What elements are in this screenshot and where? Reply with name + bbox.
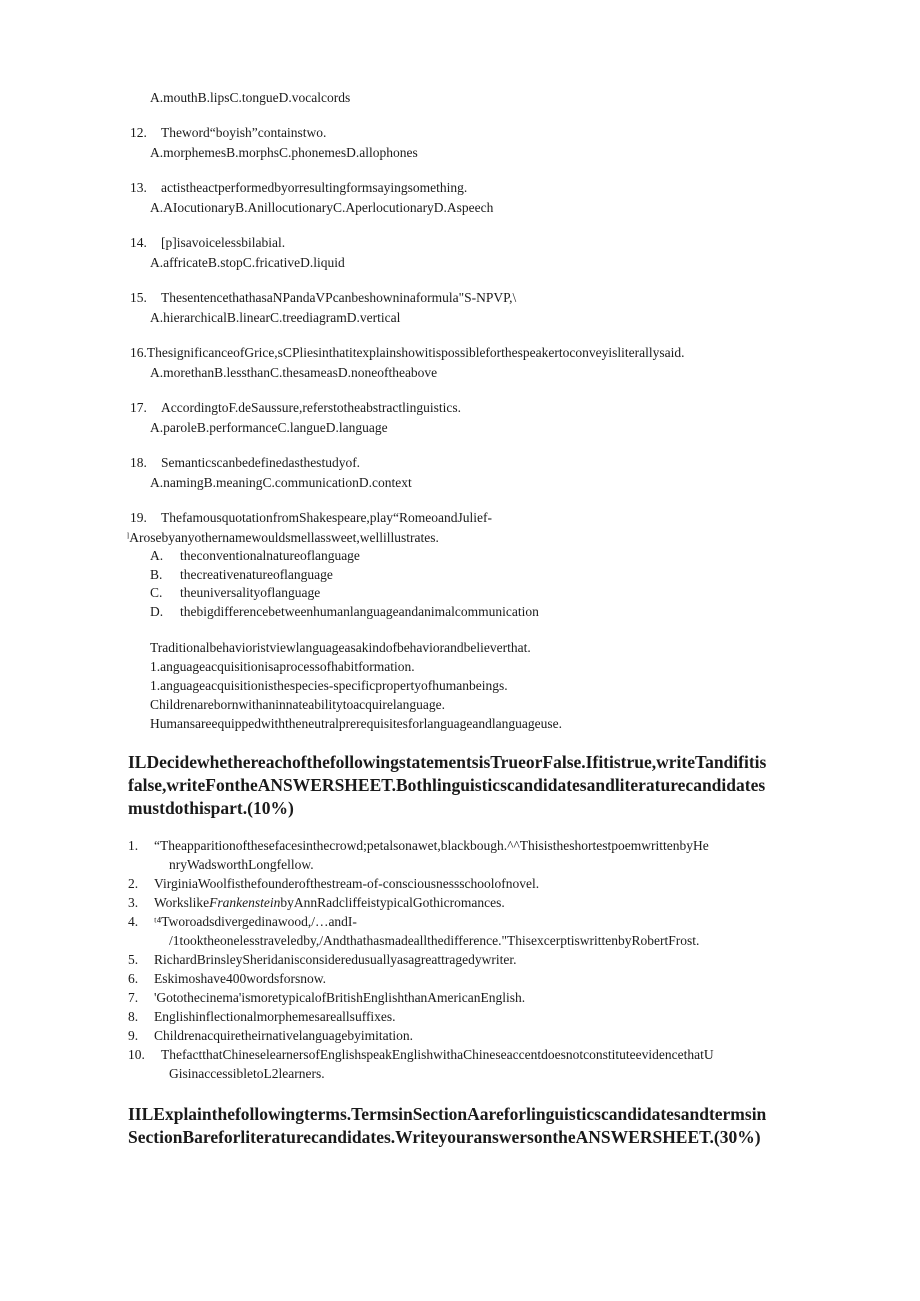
q19-option-letter: B. [150, 567, 163, 582]
part3-heading-line: SectionBareforliteraturecandidates.WriteyouranswersontheANSWERSHEET.(30%) [128, 1127, 761, 1147]
q19-option-text: theuniversalityoflanguage [180, 585, 321, 600]
q12-text: Theword“boyish”containstwo. [161, 125, 327, 140]
tf-item-text: ThefactthatChineselearnersofEnglishspeakEnglishwithaChineseaccentdoesnotconstituteevidencethatU [161, 1047, 714, 1062]
q17-options: A.paroleB.performanceC.langueD.language [150, 420, 388, 435]
part2-heading-line: ILDecidewhethereachofthefollowingstatementsisTrueorFalse.Ifitistrue,writeTandifitis [128, 752, 767, 772]
tf-item-text: “Theapparitionofthesefacesinthecrowd;petalsonawet,blackbough.^^ThisistheshortestpoemwrittenbyHe [154, 838, 709, 853]
q20-line: Humansareequippedwiththeneutralprerequisitesforlanguageandlanguageuse. [150, 716, 562, 731]
q13-options: A.AIocutionaryB.AnillocutionaryC.AperlocutionaryD.Aspeech [150, 200, 494, 215]
part3-heading-line: IILExplainthefollowingterms.TermsinSectionAareforlinguisticscandidatesandtermsin [128, 1104, 767, 1124]
q19-number: 19. [130, 510, 147, 525]
q17-text: AccordingtoF.deSaussure,referstotheabstractlinguistics. [161, 400, 461, 415]
q19-text-line1: ThefamousquotationfromShakespeare,play“RomeoandJulief- [161, 510, 493, 525]
tf-item-number: 10. [128, 1047, 145, 1062]
q15-text: ThesentencethathasaNPandaVPcanbeshowninaformula"S-NPVP,\ [161, 290, 517, 305]
tf-item-continuation: nryWadsworthLongfellow. [169, 857, 314, 872]
q19-option-text: theconventionalnatureoflanguage [180, 548, 360, 563]
q14-text: [p]isavoicelessbilabial. [161, 235, 286, 250]
q13-text: actistheactperformedbyorresultingformsayingsomething. [161, 180, 468, 195]
q13-number: 13. [130, 180, 147, 195]
tf-item-number: 8. [128, 1009, 139, 1024]
tf-item-text-pre: Workslike [154, 895, 210, 910]
q20-line: Traditionalbehavioristviewlanguageasakindofbehaviorandbelieverthat. [150, 640, 531, 655]
tf-item-number: 1. [128, 838, 139, 853]
q19-option-letter: D. [150, 604, 164, 619]
tf-item-text: ᵗ⁴Tworoadsdivergedinawood,/…andI- [154, 914, 357, 929]
tf-item-number: 2. [128, 876, 139, 891]
part2-heading-line: false,writeFontheANSWERSHEET.Bothlinguisticscandidatesandliteraturecandidates [128, 775, 766, 795]
q20-line: 1.anguageacquisitionisaprocessofhabitformation. [150, 659, 415, 674]
q20-line: Childrenarebornwithaninnateabilitytoacquirelanguage. [150, 697, 446, 712]
q15-options: A.hierarchicalB.linearC.treediagramD.vertical [150, 310, 401, 325]
tf-item-continuation: GisinaccessibletoL2learners. [169, 1066, 325, 1081]
tf-item-text-post: byAnnRadcliffeistypicalGothicromances. [280, 895, 505, 910]
tf-item-text [154, 894, 505, 912]
book-title: Frankenstein [209, 895, 281, 910]
tf-item-text: VirginiaWoolfisthefounderofthestream-of-consciousnessschoolofnovel. [154, 876, 540, 891]
q19-option-letter: A. [150, 548, 164, 563]
q17-number: 17. [130, 400, 147, 415]
part2-heading-line: mustdothispart.(10%) [128, 798, 294, 818]
q12-options: A.morphemesB.morphsC.phonemesD.allophones [150, 145, 418, 160]
tf-item-number: 7. [128, 990, 139, 1005]
q11-options: A.mouthB.lipsC.tongueD.vocalcords [150, 90, 351, 105]
q19-text-line2: ˡArosebyanyothernamewouldsmellassweet,wellillustrates. [127, 530, 439, 545]
q15-number: 15. [130, 290, 147, 305]
q18-number: 18. [130, 455, 147, 470]
tf-item-text: Englishinflectionalmorphemesareallsuffixes. [154, 1009, 396, 1024]
tf-item-text: Childrenacquiretheirnativelanguagebyimitation. [154, 1028, 414, 1043]
tf-item-text: Eskimoshave400wordsforsnow. [154, 971, 326, 986]
q14-options: A.affricateB.stopC.fricativeD.liquid [150, 255, 345, 270]
q16-text: 16.ThesignificanceofGrice,sCPliesinthatitexplainshowitispossibleforthespeakertoconveyisliterallysaid. [130, 345, 685, 360]
q19-option-text: thebigdifferencebetweenhumanlanguageandanimalcommunication [180, 604, 539, 619]
tf-item-number: 4. [128, 914, 139, 929]
tf-item-number: 3. [128, 895, 139, 910]
q16-options: A.morethanB.lessthanC.thesameasD.noneoftheabove [150, 365, 438, 380]
tf-item-number: 6. [128, 971, 139, 986]
q18-text: Semanticscanbedefinedasthestudyof. [161, 455, 361, 470]
q12-number: 12. [130, 125, 147, 140]
q20-line: 1.anguageacquisitionisthespecies-specificpropertyofhumanbeings. [150, 678, 508, 693]
q19-option-text: thecreativenatureoflanguage [180, 567, 333, 582]
tf-item-number: 9. [128, 1028, 139, 1043]
tf-item-text: RichardBrinsleySheridanisconsideredusuallyasagreattragedywriter. [154, 952, 517, 967]
tf-item-text: 'Gotothecinema'ismoretypicalofBritishEnglishthanAmericanEnglish. [154, 990, 526, 1005]
q18-options: A.namingB.meaningC.communicationD.context [150, 475, 412, 490]
tf-item-number: 5. [128, 952, 139, 967]
q14-number: 14. [130, 235, 147, 250]
q19-option-letter: C. [150, 585, 163, 600]
tf-item-continuation: /1tooktheonelesstraveledby,/Andthathasmadeallthedifference."ThisexcerptiswrittenbyRobertFrost. [169, 933, 700, 948]
